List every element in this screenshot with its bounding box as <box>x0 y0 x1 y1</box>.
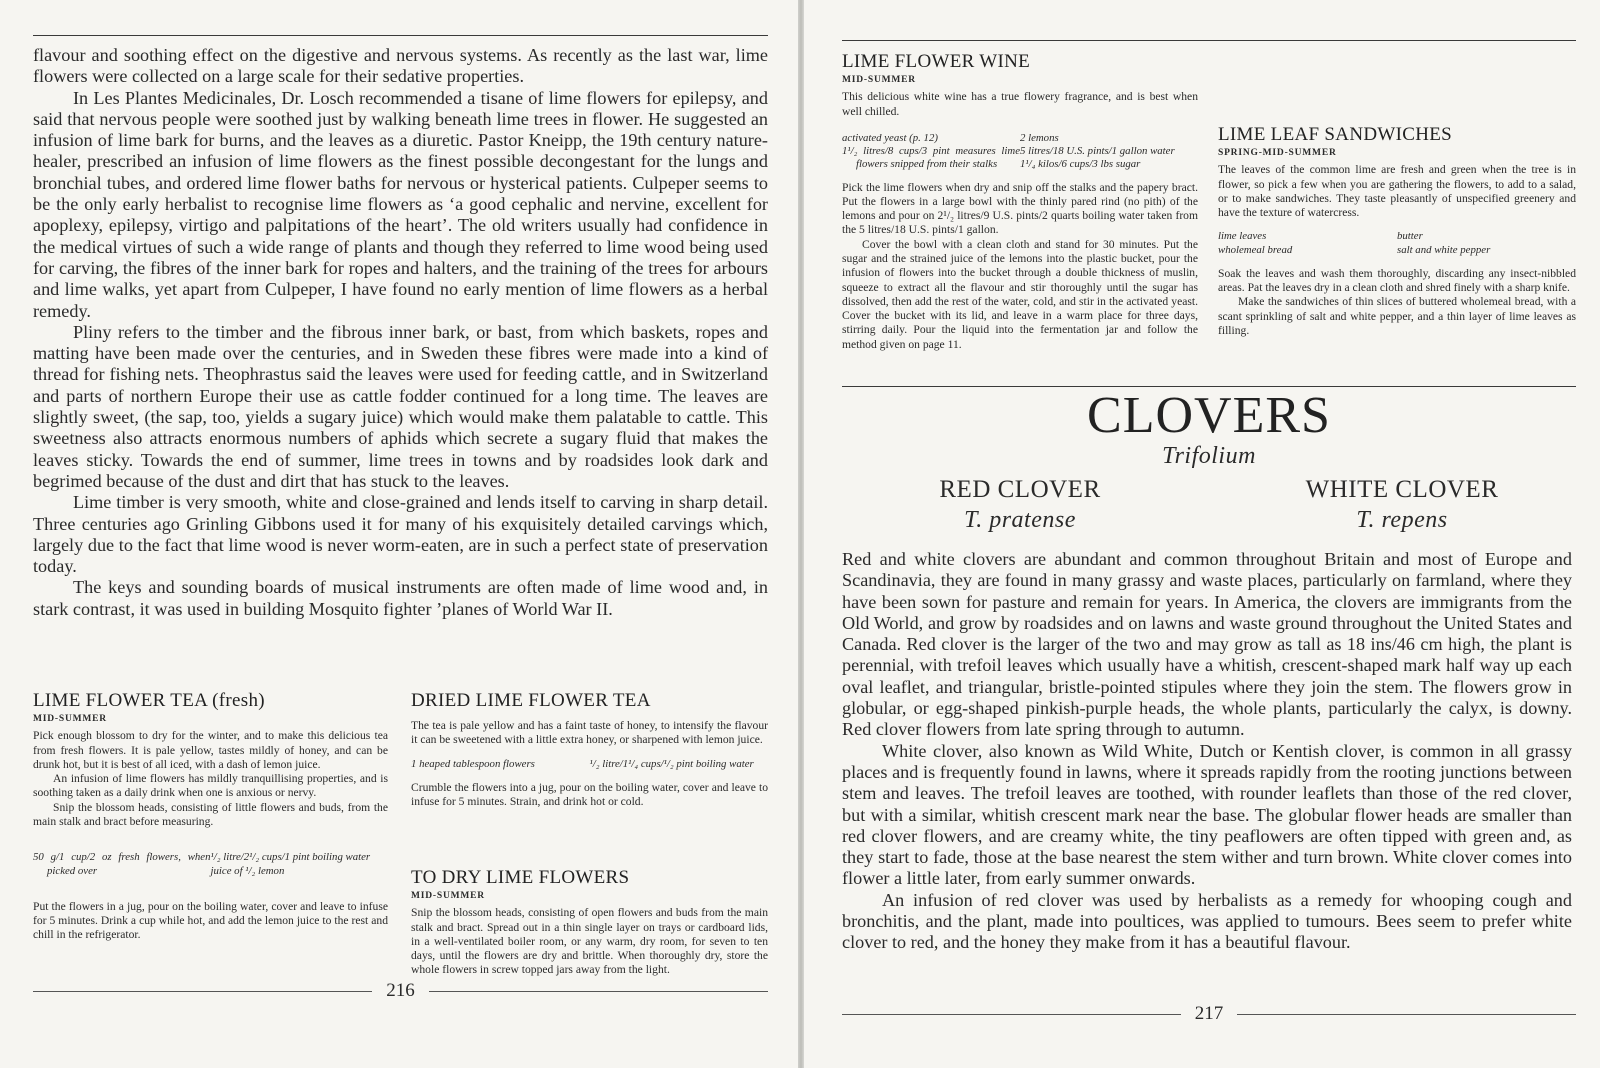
recipe-dry-lime-flowers <box>411 867 768 978</box>
ingredient: 1¹/₄ kilos/6 cups/3 lbs sugar <box>1020 158 1141 171</box>
recipe-method: Cover the bowl with a clean cloth and stand for 30 minutes. Put the sugar and the strained juice of the lemons into the plastic bucket, pour the infusion of flowers into the bucket through a double thickness of muslin, squeeze to extract all the flavour and stir thoroughly until the sugar has dissolved, then add the rest of the water, cold, and stir in the activated yeast. Cover the bucket with its lid, and leave in a warm place for three days, stirring daily. Pour the liquid into the fermentation jar and follow the method given on page 11. <box>842 237 1198 351</box>
top-rule-left <box>33 35 768 36</box>
recipe-season: MID-SUMMER <box>842 75 916 85</box>
folio-right <box>842 1000 1576 1028</box>
right-paragraph: Red and white clovers are abundant and common throughout Britain and most of Europe and Scandinavia, they are found in many grassy and waste places, particularly on farmland, where they have been sown for pasture and remain for years. In America, the clovers are immigrants from the Old World, and grow by roadsides and on lawns and waste ground throughout the United States and Canada. Red clover is the larger of the two and may grow as tall as 18 ins/46 cm high, the plant is perennial, with trefoil leaves which usually have a whitish, crescent-shaped mark half way up each oval leaflet, and triangular, bristle-pointed stipules where they join the stem. The flowers grow in globular, or egg-shaped pinkish-purple heads, the whole plants, particularly the calyx, is downy. Red clover flowers from late spring through to autumn. <box>842 549 1572 740</box>
ingredient: 5 litres/18 U.S. pints/1 gallon water <box>1020 145 1175 158</box>
ingredient-list <box>411 758 768 771</box>
ingredient: 1 heaped tablespoon flowers <box>411 757 535 770</box>
recipe-text: The tea is pale yellow and has a faint taste of honey, to intensify the flavour it can be sweetened with a little extra honey, or sharpened with lemon juice. <box>411 719 768 747</box>
recipe-method: Put the flowers in a jug, pour on the boiling water, cover and leave to infuse for 5 minutes. Drink a cup while hot, and add the lemon juice to the rest and chill in the refrigerator. <box>33 899 388 942</box>
red-clover-latin: T. pratense <box>964 507 1076 533</box>
ingredient: 1¹/₂ litres/8 cups/3 pint measures lime flowers snipped from their stalks <box>842 145 1020 171</box>
left-paragraph: Pliny refers to the timber and the fibrous inner bark, or bast, from which baskets, ropes and matting have been made over the centuries, and in Sweden these fibres were made into a kind of thread for fishing nets. Theophrastus said the leaves were used for feeding cattle, and in Switzerland and parts of northern Europe their use as cattle fodder continued for a long time. The leaves are slightly sweet, (the sap, too, yields a sugary juice) which would make them palatable to cattle. This sweetness also attracts enormous numbers of aphids which secrete a sugary fluid that makes the leaves sticky. Towards the end of summer, lime trees in towns and by roadsides look dark and begrimed because of the dust and dirt that has stuck to the leaves. <box>33 321 768 491</box>
recipe-title: TO DRY LIME FLOWERS <box>411 867 630 888</box>
recipe-text: Pick enough blossom to dry for the winter, and to make this delicious tea from fresh flowers. It is pale yellow, tastes mildly of honey, and can be drunk hot, but it is best of all iced, with a dash of lemon juice. <box>33 729 388 771</box>
right-paragraph: White clover, also known as Wild White, Dutch or Kentish clover, is common in all grassy places and is frequently found in lawns, where it spreads rapidly from the rooting junctions between stem and leaves. The trefoil leaves are toothed, with rounder leaflets than those of the red clover, but with a similar, whitish crescent mark near the base. The globular flower heads are smaller than red clover flowers, and are creamy white, the tiny peaflowers are often tipped with green and, as they start to fade, those at the base nearest the stem wither and turn brown. White clover comes into flower a little later, from early summer onwards. <box>842 740 1572 889</box>
page-number: 216 <box>386 980 415 1001</box>
top-rule-right <box>842 40 1576 41</box>
ingredient: butter <box>1397 230 1423 243</box>
recipe-text: An infusion of lime flowers has mildly tranquillising properties, and is soothing taken as a daily drink when one is anxious or nervy. <box>33 772 388 800</box>
ingredient: ¹/₂ litre/1¹/₄ cups/¹/₂ pint boiling water <box>589 757 754 770</box>
ingredient: ¹/₂ litre/2¹/₂ cups/1 pint boiling water <box>210 851 371 864</box>
ingredient-list <box>1218 230 1576 256</box>
recipe-lime-flower-wine <box>842 51 1198 352</box>
ingredient: 50 g/1 cup/2 oz fresh flowers, when picked over <box>33 851 211 877</box>
recipe-title: LIME FLOWER WINE <box>842 51 1031 72</box>
ingredient: wholemeal bread <box>1218 243 1293 256</box>
left-paragraph: The keys and sounding boards of musical instruments are often made of lime wood and, in stark contrast, it was used in building Mosquito fighter ’planes of World War II. <box>33 577 768 619</box>
ingredient: juice of ¹/₂ lemon <box>210 864 285 877</box>
ingredient: 2 lemons <box>1020 131 1059 144</box>
ingredient-list <box>842 132 1198 172</box>
recipe-method: Soak the leaves and wash them thoroughly, discarding any insect-nibbled areas. Pat the leaves dry in a clean cloth and shred finely with a sharp knife. <box>1218 266 1576 295</box>
red-clover-heading: RED CLOVER <box>939 476 1101 503</box>
left-paragraph: In Les Plantes Medicinales, Dr. Losch recommended a tisane of lime flowers for epilepsy, and said that nervous people were soothed just by walking beneath lime trees in flower. He suggested an infusion of lime bark for burns, and the leaves as a diuretic. Pastor Kneipp, the 19th century nature-healer, prescribed an infusion of lime flowers as the finest possible decongestant for the lungs and bronchial tubes, and ordered lime flower baths for nervous or hysterical patients. Culpeper seems to be the only early herbalist to recognise lime flowers as ‘a good cephalic and nervine, excellent for apoplexy, epilepsy, virtigo and palpitations of the heart’. The old writers usually had confidence in the medical virtues of such a wide range of plants and though they referred to lime wood being used for carving, the fibres of the inner bark for ropes and halters, and the training of the trees for arbours and lime walks, yet apart from Culpeper, I have found no early mention of lime flowers as a herbal remedy. <box>33 87 768 321</box>
recipe-text: This delicious white wine has a true flowery fragrance, and is best when well chilled. <box>842 90 1198 118</box>
recipe-dried-lime-tea <box>411 690 768 809</box>
ingredient-list <box>33 851 388 877</box>
section-latin-name: Trifolium <box>1162 443 1256 469</box>
recipe-fresh-lime-tea <box>33 690 388 943</box>
recipe-season: MID-SUMMER <box>411 891 485 901</box>
right-paragraph: An infusion of red clover was used by herbalists as a remedy for whooping cough and bronchitis, and the plant, made into poultices, was applied to tumours. Bees seem to prefer white clover to red, and the honey they make from it has a beautiful flavour. <box>842 889 1572 953</box>
ingredient: salt and white pepper <box>1397 243 1491 256</box>
right-body-text <box>842 549 1572 954</box>
section-title: CLOVERS <box>1087 387 1331 444</box>
recipe-season: MID-SUMMER <box>33 714 107 724</box>
recipe-title: LIME LEAF SANDWICHES <box>1218 124 1452 145</box>
left-paragraph: Lime timber is very smooth, white and close-grained and lends itself to carving in sharp detail. Three centuries ago Grinling Gibbons used it for many of his exquisitely detailed carvings which, largely due to the fact that lime wood is never worm-eaten, are in such a perfect state of preservation today. <box>33 492 768 577</box>
folio-left <box>33 977 768 1005</box>
ingredient: activated yeast (p. 12) <box>842 131 938 144</box>
recipe-text: The leaves of the common lime are fresh and green when the tree is in flower, so pick a few when you are gathering the flowers, to add to a salad, or to make sandwiches. They taste pleasantly of unspecified greenery and have the texture of watercress. <box>1218 163 1576 220</box>
recipe-lime-leaf-sandwiches <box>1218 124 1576 338</box>
recipe-title: DRIED LIME FLOWER TEA <box>411 690 651 711</box>
page-number: 217 <box>1194 1003 1224 1024</box>
recipe-title: LIME FLOWER TEA (fresh) <box>33 690 265 711</box>
left-body-text <box>33 45 768 620</box>
recipe-method: Pick the lime flowers when dry and snip off the stalks and the papery bract. Put the flowers in a large bowl with the thinly pared rind (no pith) of the lemons and pour on 2¹/₂ litres/9 U.S. pints/2 quarts boiling water taken from the 5 litres/18 U.S. pints/1 gallon. <box>842 180 1198 237</box>
left-paragraph: flavour and soothing effect on the digestive and nervous systems. As recently as the last war, lime flowers were collected on a large scale for their sedative properties. <box>33 45 768 87</box>
recipe-text: Snip the blossom heads, consisting of little flowers and buds, from the main stalk and bract before measuring. <box>33 800 388 829</box>
white-clover-latin: T. repens <box>1356 507 1448 533</box>
recipe-text: Snip the blossom heads, consisting of open flowers and buds from the main stalk and bract. Spread out in a thin single layer on trays or cardboard lids, in a well-ventilated boiler room, or any warm, dry room, for seven to ten days, until the flowers are dry and brittle. When thoroughly dry, store the whole flowers in screw topped jars away from the light. <box>411 906 768 977</box>
recipe-method: Make the sandwiches of thin slices of buttered wholemeal bread, with a scant sprinkling of salt and white pepper, and a thin layer of lime leaves as filling. <box>1218 295 1576 338</box>
ingredient: lime leaves <box>1218 230 1267 243</box>
white-clover-heading: WHITE CLOVER <box>1305 476 1499 503</box>
recipe-season: SPRING-MID-SUMMER <box>1218 148 1337 158</box>
recipe-method: Crumble the flowers into a jug, pour on the boiling water, cover and leave to infuse for 5 minutes. Strain, and drink hot or cold. <box>411 780 768 809</box>
